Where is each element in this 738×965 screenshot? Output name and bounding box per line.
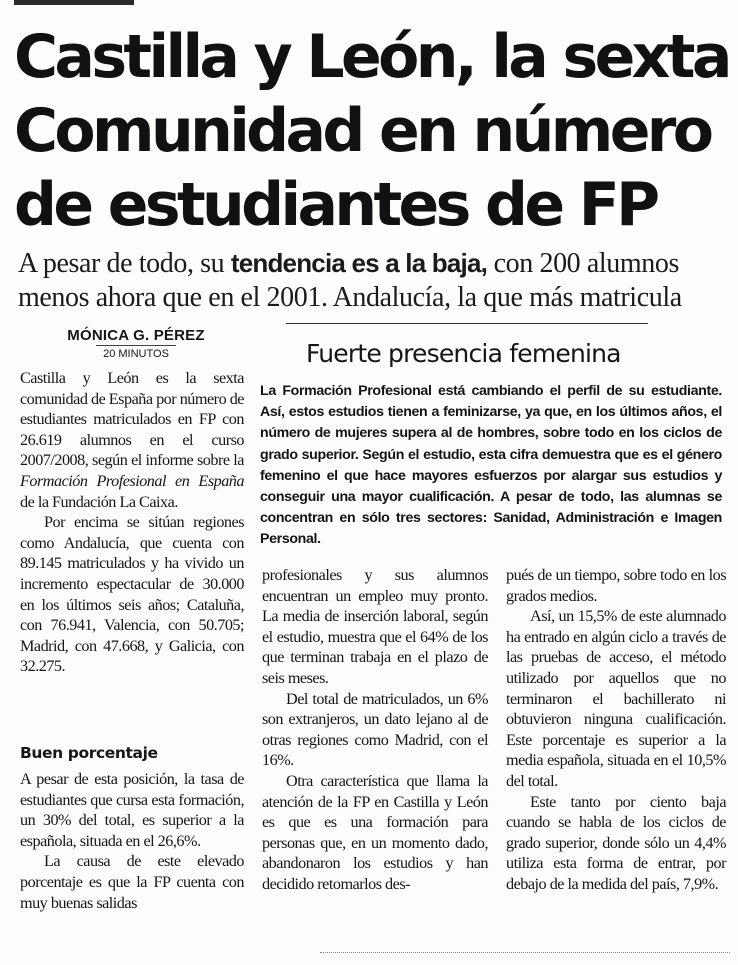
paragraph: La causa de este elevado porcentaje es que la FP cuenta con muy buenas salidas — [20, 852, 244, 912]
subtitle-highlight: tendencia es a la baja, — [230, 248, 488, 278]
page-edge — [320, 952, 730, 954]
subheading: Buen porcentaje — [20, 744, 158, 762]
paragraph: A pesar de esta posición, la tasa de estudiantes que cursa esta formación, un 30% del total, es superior a la española, situada en el 26,6%. — [20, 770, 244, 850]
paragraph: profesionales y sus alumnos encuentran un empleo muy pronto. La media de inserción laboral, según el estudio, muestra que el 64% de los que terminan trabaja en el plazo de seis meses. — [262, 566, 488, 687]
paragraph: Así, un 15,5% de este alumnado ha entrado en algún ciclo a través de las pruebas de acceso, el método utilizado por aquellos que no terminaron el bachillerato ni obtuvieron ninguna cualificación. Este porcentaje es superior a la media española, situada en el 10,5% del total. — [506, 607, 726, 790]
paragraph: Del total de matriculados, un 6% son extranjeros, un dato lejano al de otras regiones como Madrid, con el 16%. — [262, 689, 488, 770]
sidebar-rule — [286, 323, 648, 324]
paragraph: Este tanto por ciento baja cuando se habla de los ciclos de grado superior, donde sólo un 4,4% utiliza esta forma de entrar, por debajo de la medida del país, 7,9%. — [506, 792, 726, 893]
column-2 — [262, 565, 488, 895]
paragraph-text: Castilla y León es la sexta comunidad de España por número de estudiantes matriculados en FP con 26.619 alumnos en el curso 2007/2008, según el informe sobre la — [20, 369, 244, 470]
paragraph: Por encima se sitúan regiones como Andalucía, que cuenta con 89.145 matriculados y ha vivido un incremento espectacular de 30.000 en los últimos seis años; Cataluña, con 76.941, Valencia, con 50.705; Madrid, con 47.668, y Galicia, con 32.275. — [20, 513, 244, 676]
subtitle-start: A pesar de todo, su — [18, 248, 231, 279]
paragraph — [20, 368, 244, 512]
author-name: MÓNICA G. PÉREZ — [67, 327, 205, 344]
byline — [18, 327, 254, 361]
sidebar-text: La Formación Profesional está cambiando el perfil de su estudiante. Así, estos estudios tienen a feminizarse, ya que, en los últimos años, el número de mujeres supera al de hombres, sobre todo en los ciclos de grado superior. Según el estudio, esta cifra demuestra que es el género femenino el que hace mayores esfuerzos por alargar sus estudios y conseguir una mayor cualificación. A pesar de todo, las alumnas se concentran en sólo tres sectores: Sanidad, Administración e Imagen Personal. — [260, 383, 722, 548]
paragraph-text: de la Fundación La Caixa. — [20, 492, 178, 511]
subtitle — [18, 246, 733, 315]
column-3 — [506, 565, 726, 895]
column-1-continued — [20, 769, 244, 913]
headline: Castilla y León, la sexta Comunidad en número de estudiantes de FP — [14, 22, 729, 240]
paragraph: Otra característica que llama la atención de la FP en Castilla y León es que es una formación para personas que, en un momento dado, abandonaron los estudios y han decidido retomarlos des- — [262, 771, 488, 893]
column-1 — [20, 368, 244, 677]
byline-rule — [96, 345, 176, 346]
report-title: Formación Profesional en España — [20, 471, 244, 490]
source-name: 20 MINUTOS — [103, 348, 169, 360]
subtitle-end: con 200 alumnos menos ahora que en el 2001. Andalucía, la que más matricula — [18, 248, 682, 313]
sidebar-title: Fuerte presencia femenina — [306, 339, 621, 368]
paragraph: pués de un tiempo, sobre todo en los grados medios. — [506, 566, 726, 605]
section-bar — [14, 0, 134, 5]
